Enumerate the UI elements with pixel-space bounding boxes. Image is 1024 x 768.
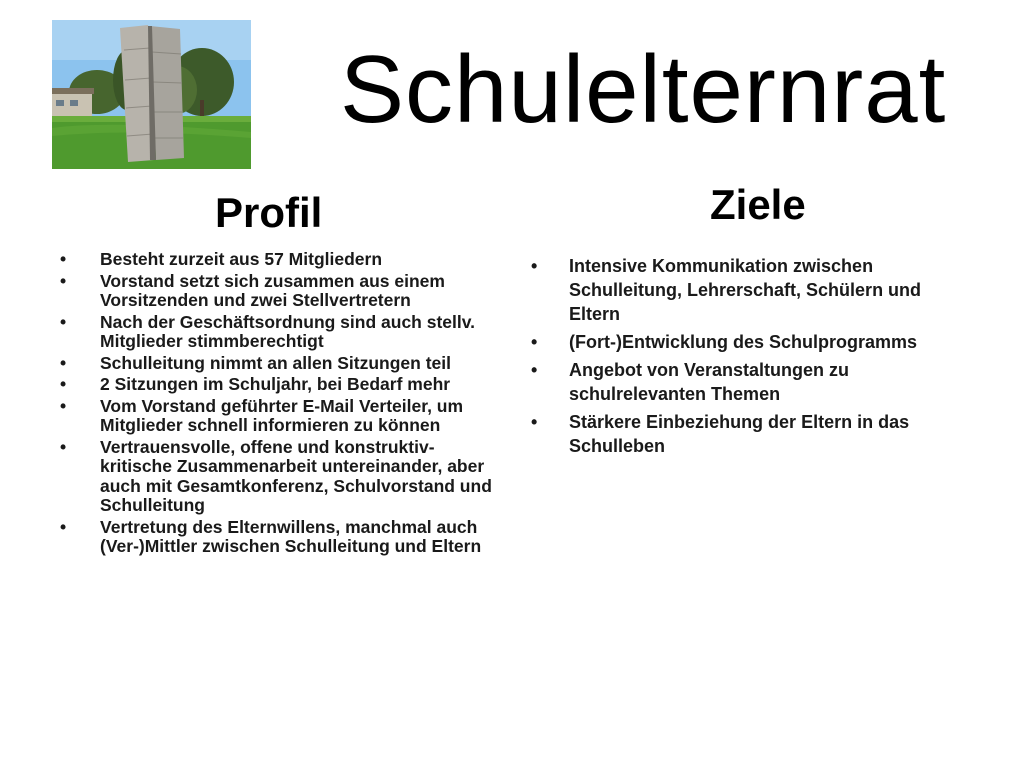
- bullet-icon: •: [60, 352, 67, 373]
- profil-list: [60, 249, 500, 559]
- profil-item-text: Vom Vorstand geführter E-Mail Verteiler, um Mitglieder schnell informieren zu können: [100, 395, 464, 435]
- list-item: [531, 358, 974, 406]
- bullet-icon: •: [60, 516, 67, 537]
- profil-item-text: Nach der Geschäftsordnung sind auch stellv. Mitglieder stimmberechtigt: [100, 311, 476, 351]
- profil-item-text: Besteht zurzeit aus 57 Mitgliedern: [100, 249, 383, 269]
- bullet-icon: •: [60, 436, 67, 457]
- list-item: [60, 436, 500, 516]
- profil-item-text: 2 Sitzungen im Schuljahr, bei Bedarf mehr: [100, 374, 451, 394]
- list-item: [531, 254, 974, 326]
- bullet-icon: •: [531, 412, 538, 432]
- list-item: [60, 395, 500, 436]
- profil-item-text: Vertretung des Elternwillens, manchmal auch (Ver-)Mittler zwischen Schulleitung und Eltern: [100, 516, 482, 556]
- list-item: [60, 249, 500, 270]
- bullet-icon: •: [60, 311, 67, 332]
- ziele-item-text: (Fort-)Entwicklung des Schulprogramms: [569, 332, 918, 352]
- school-sculpture-photo: [52, 20, 251, 169]
- ziele-item-text: Stärkere Einbeziehung der Eltern in das Schulleben: [569, 412, 910, 456]
- bullet-icon: •: [60, 374, 67, 394]
- bullet-icon: •: [531, 332, 538, 352]
- list-item: [531, 410, 974, 458]
- bullet-icon: •: [531, 360, 538, 380]
- ziele-item-text: Intensive Kommunikation zwischen Schulleitung, Lehrerschaft, Schülern und Eltern: [569, 256, 922, 324]
- bullet-icon: •: [531, 256, 538, 276]
- ziele-heading: Ziele: [710, 181, 806, 228]
- list-item: [60, 374, 500, 395]
- bullet-icon: •: [60, 249, 67, 269]
- slide-title: Schulelternrat: [340, 36, 947, 143]
- profil-heading: Profil: [215, 189, 323, 236]
- bullet-icon: •: [60, 395, 67, 416]
- profil-item-text: Vertrauensvolle, offene und konstruktiv-kritische Zusammenarbeit untereinander, aber auch mit Gesamtkonferenz, Schulvorstand und Schulleitung: [100, 436, 492, 515]
- profil-item-text: Vorstand setzt sich zusammen aus einem Vorsitzenden und zwei Stellvertretern: [100, 270, 445, 310]
- profil-item-text: Schulleitung nimmt an allen Sitzungen teil: [100, 352, 451, 373]
- ziele-item-text: Angebot von Veranstaltungen zu schulrelevanten Themen: [569, 360, 850, 404]
- list-item: [60, 516, 500, 557]
- list-item: [60, 352, 500, 374]
- list-item: [531, 330, 974, 354]
- list-item: [60, 270, 500, 311]
- ziele-list: [531, 254, 974, 462]
- bullet-icon: •: [60, 270, 67, 291]
- list-item: [60, 311, 500, 352]
